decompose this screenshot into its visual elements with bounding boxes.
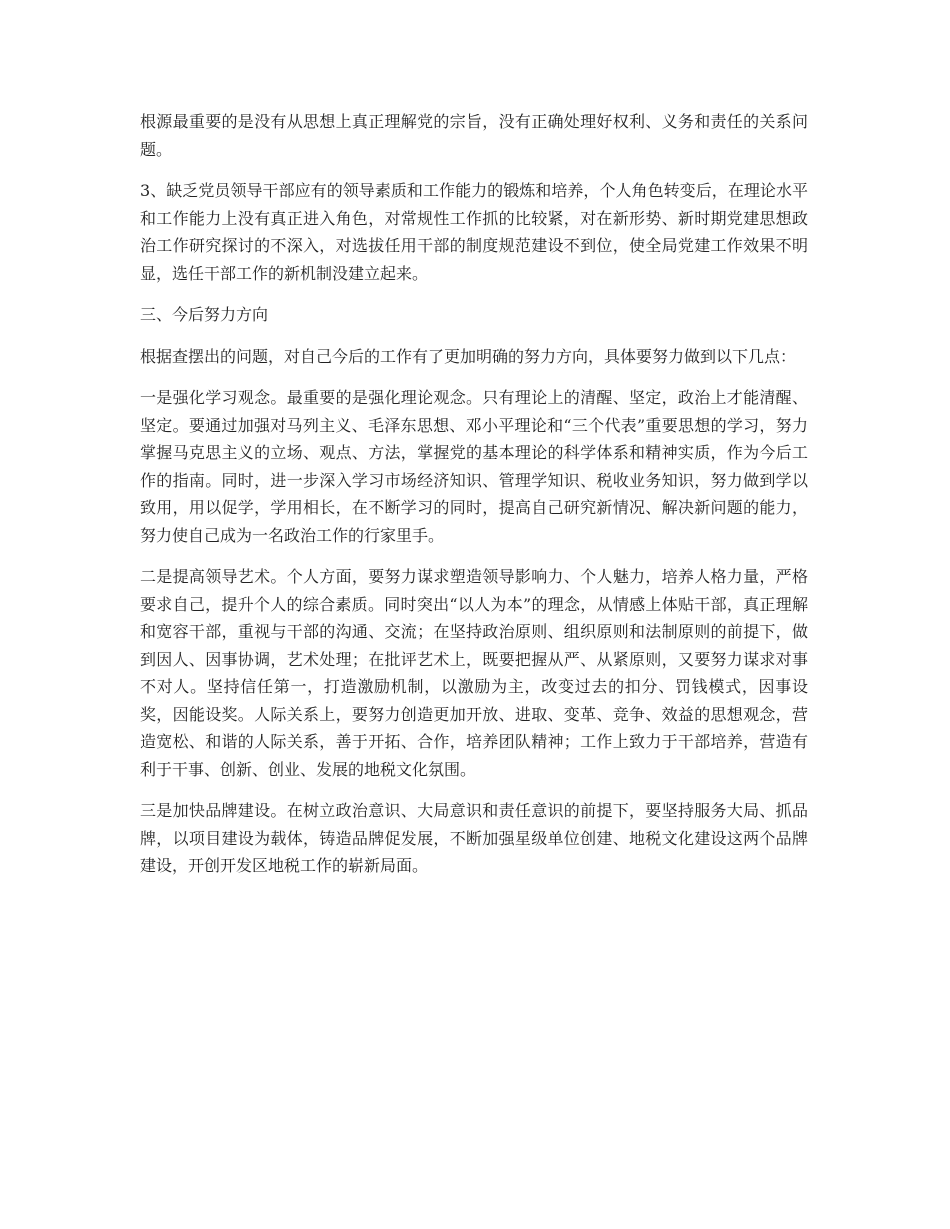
paragraph-study: 一是强化学习观念。最重要的是强化理论观念。只有理论上的清醒、坚定，政治上才能清醒、坚定。要通过加强对马列主义、毛泽东思想、邓小平理论和“三个代表”重要思想的学习，努力掌握马克思主义的立场、观点、方法，掌握党的基本理论的科学体系和精神实质，作为今后工作的指南。同时，进一步深入学习市场经济知识、管理学知识、税收业务知识，努力做到学以致用，用以促学，学用相长，在不断学习的同时，提高自己研究新情况、解决新问题的能力，努力使自己成为一名政治工作的行家里手。 xyxy=(140,388,808,545)
paragraph-point-3: 3、缺乏党员领导干部应有的领导素质和工作能力的锻炼和培养，个人角色转变后，在理论水平和工作能力上没有真正进入角色，对常规性工作抓的比较紧，对在新形势、新时期党建思想政治工作研究探讨的不深入，对选拔任用干部的制度规范建设不到位，使全局党建工作效果不明显，选任干部工作的新机制没建立起来。 xyxy=(140,181,808,283)
section-heading-future-direction: 三、今后努力方向 xyxy=(140,305,269,324)
paragraph-root-cause: 根源最重要的是没有从思想上真正理解党的宗旨，没有正确处理好权利、义务和责任的关系问题。 xyxy=(140,112,808,159)
document-page xyxy=(140,108,808,894)
paragraph-intro: 根据查摆出的问题，对自己今后的工作有了更加明确的努力方向，具体要努力做到以下几点： xyxy=(140,346,797,366)
paragraph-brand: 三是加快品牌建设。在树立政治意识、大局意识和责任意识的前提下，要坚持服务大局、抓品牌，以项目建设为载体，铸造品牌促发展，不断加强星级单位创建、地税文化建设这两个品牌建设，开创开发区地税工作的崭新局面。 xyxy=(140,801,808,875)
paragraph-leadership: 二是提高领导艺术。个人方面，要努力谋求塑造领导影响力、个人魅力，培养人格力量，严格要求自己，提升个人的综合素质。同时突出“以人为本”的理念，从情感上体贴干部，真正理解和宽容干部，重视与干部的沟通、交流；在坚持政治原则、组织原则和法制原则的前提下，做到因人、因事协调，艺术处理；在批评艺术上，既要把握从严、从紧原则，又要努力谋求对事不对人。坚持信任第一，打造激励机制，以激励为主，改变过去的扣分、罚钱模式，因事设奖，因能设奖。人际关系上，要努力创造更加开放、进取、变革、竞争、效益的思想观念，营造宽松、和谐的人际关系，善于开拓、合作，培养团队精神；工作上致力于干部培养，营造有利于干事、创新、创业、发展的地税文化氛围。 xyxy=(140,567,808,779)
